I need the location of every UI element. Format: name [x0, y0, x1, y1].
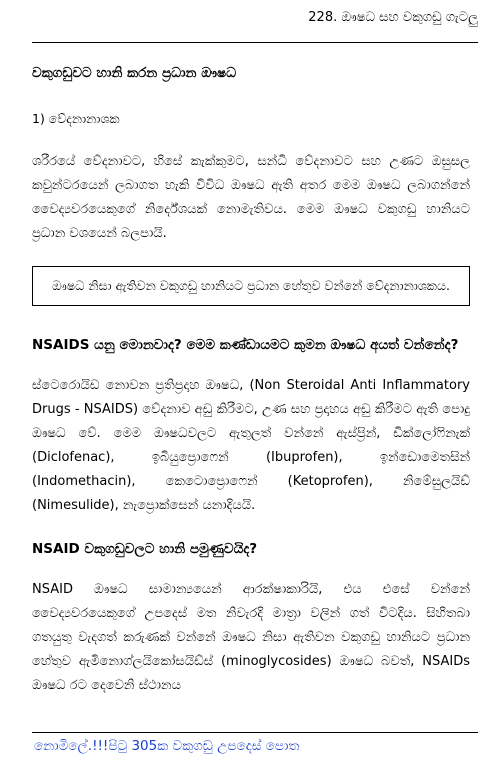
- header-divider: [32, 42, 478, 43]
- highlight-note-box: ඖෂධ නිසා ඇතිවන වකුගඩු හානියට ප්‍රධාන හේතුව වන්නේ වේදනානාශකය.: [32, 266, 470, 306]
- paragraph-analgesics: ශරීරයේ වේදනාවට, හිසේ කැක්කුමට, සන්ධි වේදනාවට සහ උණට ඔසුසල කවුන්ටරයෙන් ලබාගත හැකි විවිධ ඖෂධ ඇති අතර මෙම ඖෂධ ලබාගන්නේ වෛද්‍යවරයෙකුගේ නිර්දේශයක් නොමැතිවය. මෙම ඖෂධ වකුගඩු හානියට ප්‍රධාන වශයෙන් බලපායි.: [32, 154, 470, 241]
- page-content: [32, 62, 470, 698]
- paragraph-nsaids: ස්ටෙරොයිඩ නොවන ප්‍රතිප්‍රදාහ ඖෂධ, (Non Steroidal Anti Inflammatory Drugs - NSAIDS) වේදනාව අඩු කිරීමට, උණ සහ ප්‍රදාහය අඩු කිරීමට ඇති පොදු ඖෂධ වේ. මෙම ඖෂධවලට ඇතුලත් වන්නේ ඇස්ප්‍රින්, ඩික්ලෝෆිනැක් (Diclofenac), ඉබියුප්‍රොෆෙන් (Ibuprofen), ඉන්ඩොමෙතසින් (Indomethacin), කෙටොප්‍රොෆෙන් (Ketoprofen), නිමේසුලයිඩ් (Nimesulide), නැප්‍රොක්සෙන් යනාදියයි.: [32, 378, 470, 513]
- paragraph-nsaid-damage: NSAID ඖෂධ සාමාන්‍යයෙන් ආරක්ෂාකාරියි, එය එසේ වන්නේ වෛද්‍යවරයෙකුගේ උපදෙස් මත නිවැරදි මාත්‍රා වලින් ගත් විටදිය. සිහිතබා ගතයුතු වැදගත් කරුණක් වන්නේ ඖෂධ නිසා ඇතිවන වකුගඩු හානියට ප්‍රධාන හේතුව ඇමිනොග්ලයිකෝසයිඩ්ස් (minoglycosides) ඖෂධ බවත්, NSAIDs ඖෂධ රට දෙවෙනි ස්ථානය: [32, 582, 470, 693]
- section-heading-nsaid-damage: NSAID වකුගඩුවලට හානි පමුණුවයිද?: [32, 541, 258, 557]
- section-heading-nsaids: NSAIDS යනු මොනවාද? මෙම කණ්ඩායමට කුමන ඖෂධ අයත් වන්නේද?: [32, 337, 459, 353]
- footer-divider: [32, 732, 478, 733]
- footer-promo-text: නොමිලේ.!!!පිටු 305ක වකුගඩු උපදෙස් පොත: [34, 738, 300, 754]
- section-heading-main-drugs: වකුගඩුවට හානි කරන ප්‍රධාන ඖෂධ: [32, 65, 237, 81]
- page-header: 228. ඖෂධ සහ වකුගඩු ගැටලු: [308, 10, 478, 25]
- subheading-analgesics: 1) වේදනානාශක: [32, 111, 120, 126]
